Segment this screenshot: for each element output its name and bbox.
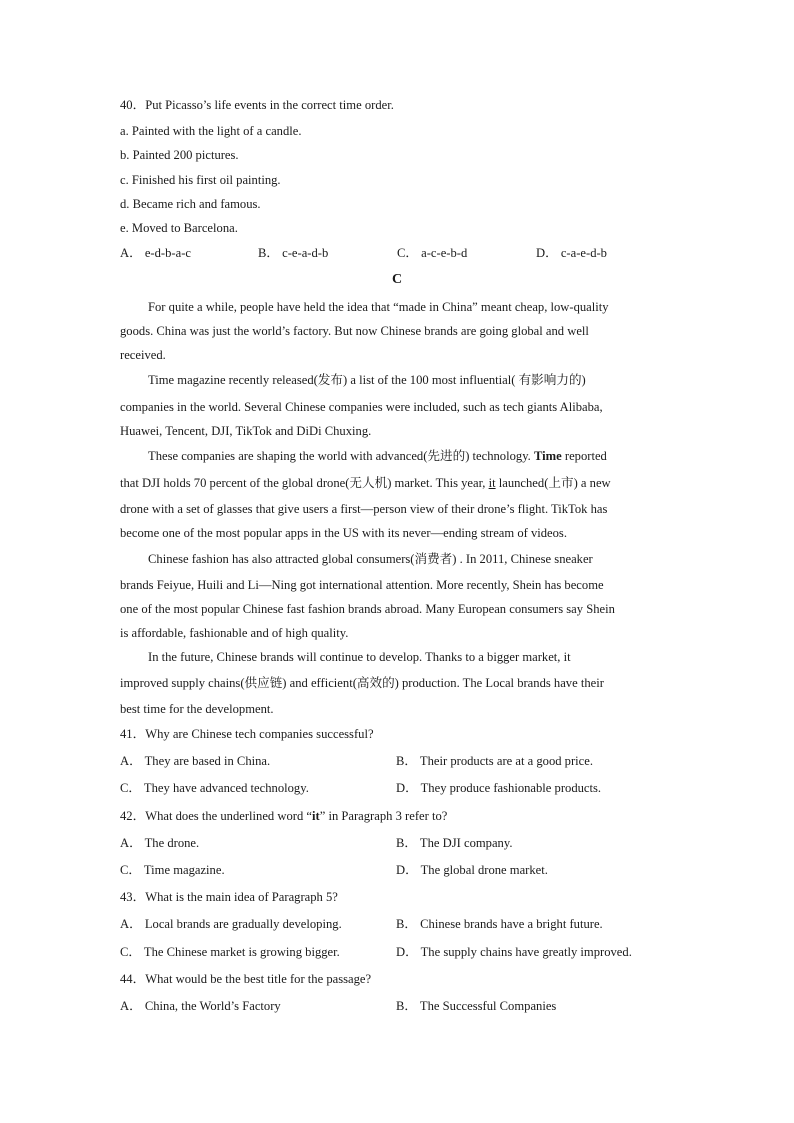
paragraph-4-line: Chinese fashion has also attracted global consumers(消费者) . In 2011, Chinese sneaker (148, 552, 593, 566)
q42-option-a: A． The drone. (120, 836, 200, 850)
bold-word-it: it (312, 809, 320, 823)
q40-option-a: A． e-d-b-a-c (120, 246, 191, 260)
question-44: 44．What would be the best title for the passage? (120, 972, 372, 986)
paragraph-3-line (148, 448, 607, 464)
q42-option-c: C． Time magazine. (120, 863, 225, 877)
underlined-word-it: it (488, 476, 496, 490)
q41-option-a: A． They are based in China. (120, 754, 271, 768)
text-run: ” in Paragraph 3 refer to? (319, 809, 448, 823)
text-run: launched(上市) a new (495, 476, 611, 490)
q43-option-d: D． The supply chains have greatly improved. (396, 945, 632, 959)
q44-option-b: B． The Successful Companies (396, 999, 557, 1013)
paragraph-2-line: Huawei, Tencent, DJI, TikTok and DiDi Chuxing. (120, 424, 372, 438)
paragraph-1-line: goods. China was just the world’s factory. But now Chinese brands are going global and well (120, 324, 589, 338)
paragraph-2-line: Time magazine recently released(发布) a list of the 100 most influential( 有影响力的) (148, 373, 586, 387)
paragraph-5-line: best time for the development. (120, 702, 274, 716)
q41-option-d: D． They produce fashionable products. (396, 781, 602, 795)
event-e: e. Moved to Barcelona. (120, 221, 238, 235)
paragraph-4-line: brands Feiyue, Huili and Li—Ning got international attention. More recently, Shein has become (120, 578, 604, 592)
question-40: 40．Put Picasso’s life events in the correct time order. (120, 98, 394, 112)
q43-option-b: B． Chinese brands have a bright future. (396, 917, 603, 931)
bold-word-time: Time (533, 449, 562, 463)
text-run: These companies are shaping the world with advanced(先进的) technology. (148, 449, 534, 463)
q42-option-b: B． The DJI company. (396, 836, 513, 850)
event-d: d. Became rich and famous. (120, 197, 261, 211)
q43-option-a: A． Local brands are gradually developing. (120, 917, 342, 931)
event-b: b. Painted 200 pictures. (120, 148, 239, 162)
text-run: 42．What does the underlined word “ (120, 809, 312, 823)
q40-option-b: B． c-e-a-d-b (258, 246, 329, 260)
q42-option-d: D． The global drone market. (396, 863, 548, 877)
paragraph-4-line: one of the most popular Chinese fast fashion brands abroad. Many European consumers say Shein (120, 602, 615, 616)
question-42 (120, 808, 447, 824)
q41-option-c: C． They have advanced technology. (120, 781, 309, 795)
text-run: that DJI holds 70 percent of the global drone(无人机) market. This year, (120, 476, 489, 490)
event-a: a. Painted with the light of a candle. (120, 124, 302, 138)
event-c: c. Finished his first oil painting. (120, 173, 281, 187)
paragraph-3-line (120, 475, 611, 491)
q40-option-c: C． a-c-e-b-d (397, 246, 468, 260)
q43-option-c: C． The Chinese market is growing bigger. (120, 945, 340, 959)
paragraph-1-line: received. (120, 348, 166, 362)
question-43: 43．What is the main idea of Paragraph 5? (120, 890, 338, 904)
question-41: 41．Why are Chinese tech companies successful? (120, 727, 374, 741)
paragraph-5-line: In the future, Chinese brands will continue to develop. Thanks to a bigger market, it (148, 650, 571, 664)
paragraph-2-line: companies in the world. Several Chinese companies were included, such as tech giants Alibaba, (120, 400, 603, 414)
paragraph-3-line: drone with a set of glasses that give users a first—person view of their drone’s flight. TikTok has (120, 502, 608, 516)
q41-option-b: B． Their products are at a good price. (396, 754, 594, 768)
paragraph-1-line: For quite a while, people have held the idea that “made in China” meant cheap, low-quality (148, 300, 609, 314)
section-heading: C (391, 272, 403, 287)
q40-option-d: D． c-a-e-d-b (536, 246, 607, 260)
paragraph-5-line: improved supply chains(供应链) and efficient(高效的) production. The Local brands have their (120, 676, 604, 690)
q44-option-a: A． China, the World’s Factory (120, 999, 281, 1013)
paragraph-3-line: become one of the most popular apps in the US with its never—ending stream of videos. (120, 526, 567, 540)
paragraph-4-line: is affordable, fashionable and of high quality. (120, 626, 349, 640)
text-run: reported (561, 449, 607, 463)
